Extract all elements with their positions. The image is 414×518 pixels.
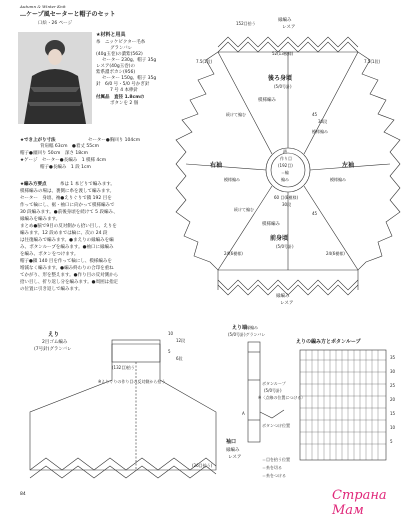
button-loop-pointer — [260, 410, 284, 418]
dim-label: 12段 — [176, 338, 186, 343]
method-line: 糸は 1 本どりで編みます。 — [60, 182, 115, 187]
stitch-chart-title: えりの編み方とボタンループ — [296, 339, 361, 345]
materials-line: グランバレ — [110, 46, 133, 51]
materials-line: 紫系濃ボカシ(956) — [96, 70, 136, 75]
top-edge-label: 縁編み — [278, 18, 292, 23]
dim-label: 5 — [168, 349, 171, 354]
radial-line — [304, 52, 358, 154]
row-number: 25 — [390, 383, 396, 388]
pattern-label: 模様編み — [312, 129, 328, 134]
left-sleeve-label: 左袖 — [342, 162, 355, 169]
materials-line: レスア(40g玉巻)の — [96, 64, 135, 69]
collar-title: えり — [48, 332, 60, 338]
radial-line — [218, 186, 272, 270]
row-number: 35 — [390, 355, 396, 360]
dim-label: 6段 — [176, 356, 183, 361]
materials-line: 糸 ニッケビクター毛糸 — [96, 40, 146, 45]
continue-label: 続けて編む — [234, 207, 254, 212]
site-watermark: Страна Мам — [332, 488, 387, 518]
dim-label: 45 — [312, 112, 318, 117]
materials-line: 付属品 直径 1.8cmの — [96, 95, 145, 100]
dim-label: 24(6模様) — [326, 251, 345, 256]
finished-heading: ★でき上がり寸法 — [20, 138, 56, 143]
top-yarn-label: レスア — [282, 25, 296, 30]
center-spec: 30段 — [282, 202, 292, 207]
cape-outline — [30, 344, 216, 470]
collar-edge-yarn: 縁編み — [246, 325, 258, 330]
method-line: み、ボタンループを編みます。●袖口に縁編み — [20, 245, 114, 250]
materials-line: セーター 230g、帽子 35g — [102, 58, 157, 63]
row-number: 30 — [390, 369, 396, 374]
method-line: 拾い目し、折り返し分を編みます。●周囲は指定 — [20, 280, 119, 285]
center-label: 編み — [281, 177, 289, 182]
continue-label: 続けて編む — [226, 112, 246, 117]
finished-line: 背肩幅 63cm ●着丈 55cm — [40, 144, 99, 149]
dim-label: 52(13模様) — [272, 51, 294, 56]
method-line: 帽子●鎖 140 目を作って輪にし、模様編みを — [20, 259, 112, 264]
materials-line: (40g玉巻)の濃紫(562) — [96, 52, 143, 57]
back-body-needle: (5/0号針) — [274, 84, 292, 89]
method-line: は往復編みで編みます。●まえりの縁編みを編 — [20, 238, 114, 243]
collar-yarn: (7号針)グランバレ — [34, 347, 72, 352]
legend-item: ＝糸をつける — [262, 473, 286, 478]
row-number: 20 — [390, 397, 396, 402]
dim-label: 7.5(1段) — [364, 59, 381, 64]
method-line: 増減なく編みます。●編み終わりの合印を重ね — [20, 266, 114, 271]
series-label: Autumn & Winter Knit — [20, 4, 66, 9]
cape-bottom-zigzag — [30, 458, 216, 470]
dim-label: 152目拾う — [236, 21, 256, 26]
materials-line: 7 号 4 本棒針 — [110, 88, 139, 93]
legend-item: ＝糸を切る — [262, 465, 282, 470]
button-position-label: ボタンつけ位置 — [262, 423, 290, 428]
dim-label: 10 — [168, 331, 174, 336]
collar-edge-yarn: (5/0号針)グランバレ — [228, 332, 266, 337]
front-body-needle: (5/0号針) — [276, 244, 294, 249]
stitch-chart-grid — [300, 350, 386, 460]
pattern-label: 模様編み — [262, 222, 280, 227]
marker-a: A — [242, 411, 245, 416]
pattern-label: 模様編み — [330, 177, 346, 182]
method-line: 模様編みの場は、裏側に糸を渡して編みます。 — [20, 189, 115, 194]
bottom-yarn-label: レスア — [280, 301, 294, 306]
row-number: 15 — [390, 411, 396, 416]
collar-yarn: 2目ゴム編み — [42, 340, 68, 345]
stitch-chart-frame — [300, 350, 386, 460]
materials-heading: ★材料と用具 — [96, 32, 126, 38]
row-number: 5 — [390, 439, 393, 444]
right-sleeve-label: 右袖 — [210, 162, 223, 169]
bottom-zigzag-edge — [218, 280, 358, 290]
button-loop-label: ボタンループ — [262, 381, 286, 386]
collar-note: ※えりぐりの作り目の反対側から拾う — [98, 379, 166, 384]
dim-label: 24(6模様) — [224, 251, 243, 256]
page-number: 84 — [20, 492, 26, 497]
center-label: (192目) — [278, 163, 293, 168]
cuff-yarn: レスア — [228, 455, 242, 460]
dim-label: 7.5(1段) — [196, 59, 213, 64]
pickup-label: (132目)拾う — [112, 365, 135, 370]
method-line: 縁編みを編みます。 — [20, 217, 61, 222]
cuff-edge: 縁編み — [226, 448, 240, 453]
materials-line: 針 6/0 号・5/0 号かぎ針 — [96, 82, 150, 87]
radial-line — [304, 186, 358, 270]
button-loop-needle: (5/0号針) — [264, 388, 282, 393]
finished-line: ★ゲージ セーター●長編み 1 模様 4cm — [20, 158, 107, 163]
cuff-title: 袖口 — [226, 439, 237, 445]
center-spec: 60 目(8模様) — [274, 195, 299, 200]
materials-line: セーター 150g、帽子 35g — [102, 76, 157, 81]
radial-line — [186, 164, 266, 170]
method-line: 編みます。12 段めまでは輪に、次の 24 段 — [20, 231, 108, 236]
back-body-label: 後ろ身頃 — [268, 75, 293, 82]
collar-edge-strip — [248, 342, 260, 442]
page-title: …ケープ風セーターと帽子のセット — [20, 11, 116, 18]
button-loop-note: ※〈点線の位置につける〉 — [258, 395, 306, 400]
front-body-label: 前身頃 — [270, 235, 289, 242]
method-heading: ★編み方要点 — [20, 182, 47, 187]
collar-edge-title: えり端 — [232, 325, 248, 331]
finished-line: セーター●胸回り 104cm — [88, 138, 141, 143]
center-label: 鎖 — [283, 149, 287, 154]
center-label: 作り目 — [280, 156, 292, 161]
center-label: ＝輪 — [281, 170, 289, 175]
method-line: まとめ●脇で9目の反対側から拾い目し、えりを — [20, 224, 117, 229]
bottom-edge-label: 縁編み — [276, 294, 290, 299]
page-ref: 口絵・26 ページ — [38, 21, 73, 26]
method-line: を編み、ボタンをつけます。 — [20, 252, 79, 257]
pattern-label: 模様編み — [258, 98, 276, 103]
method-line: 作って輪にし、裾・袖口に向かって模様編みで — [20, 203, 115, 208]
dim-label: 45 — [312, 211, 318, 216]
cuff-pickup: (26目拾う) — [192, 463, 213, 468]
method-line: セーター 身頃、袖●えりぐりで鎖 192 目を — [20, 196, 112, 201]
method-line: てかがり、形を整えます。●作り目の反対側から — [20, 273, 119, 278]
collar-rib-rect — [112, 340, 160, 362]
pattern-label: 模様編み — [224, 177, 240, 182]
method-line: 30 段編みます。●前後身頃を続けて 5 段編み、 — [20, 210, 118, 215]
finished-line: 帽子●頭回り 50cm 深さ 18cm — [20, 151, 88, 156]
finished-line: 帽子●長編み 1 段 1cm — [40, 165, 91, 170]
legend-item: ＝目を拾う位置 — [262, 457, 290, 462]
dim-label: 30段 — [318, 119, 328, 124]
method-line: の位置に引き返しで編みます。 — [20, 287, 83, 292]
row-number: 10 — [390, 425, 396, 430]
materials-line: ボタンを 2 個 — [110, 101, 139, 106]
